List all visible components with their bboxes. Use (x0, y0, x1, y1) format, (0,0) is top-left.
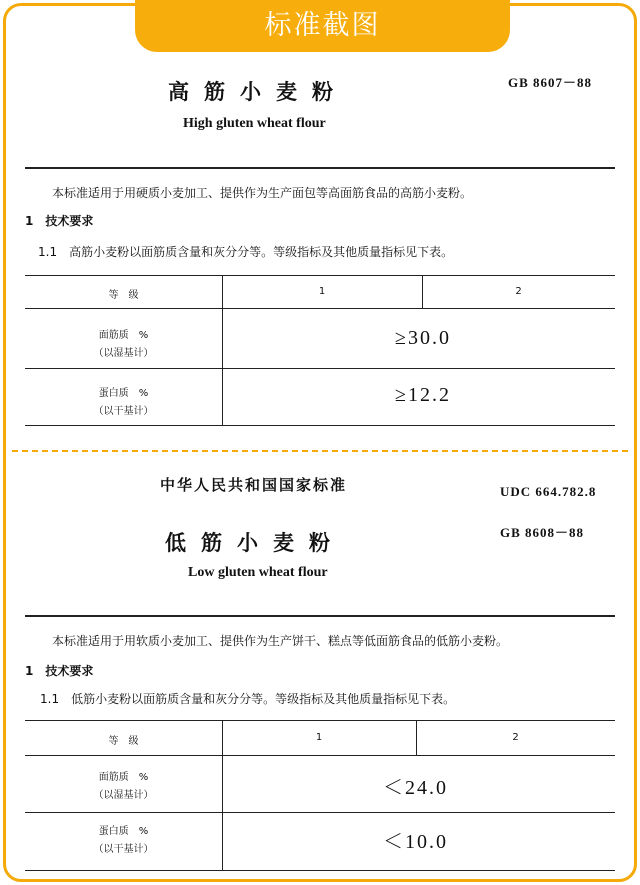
row-value: ＜24.0 (383, 777, 448, 799)
doc2-code: GB 8608－88 (500, 525, 585, 540)
banner: 标准截图 (135, 0, 510, 52)
row-label: 蛋白质 % (98, 388, 149, 399)
doc2-udc: UDC 664.782.8 (500, 484, 597, 499)
page-frame (3, 3, 637, 882)
row-label: 蛋白质 % (98, 826, 149, 837)
doc1-section: 1 技术要求 (25, 214, 94, 228)
divider (25, 167, 615, 169)
table-header-1: 1 (315, 732, 323, 743)
doc2-subtitle: Low gluten wheat flour (188, 565, 328, 580)
row-note: （以干基计） (93, 844, 154, 855)
row-value: ≥12.2 (395, 384, 451, 406)
doc2-clause: 1.1 低筋小麦粉以面筋质含量和灰分分等。等级指标及其他质量指标见下表。 (40, 692, 456, 706)
row-note: （以湿基计） (93, 790, 154, 801)
doc2-title: 低筋小麦粉 (165, 531, 345, 555)
table-header-1: 1 (318, 286, 326, 297)
doc1-intro: 本标准适用于用硬质小麦加工、提供作为生产面包等高面筋食品的高筋小麦粉。 (52, 186, 473, 200)
row-note: （以湿基计） (93, 348, 154, 359)
row-value: ≥30.0 (395, 327, 451, 349)
row-label: 面筋质 % (98, 772, 149, 783)
doc2-national: 中华人民共和国国家标准 (160, 476, 348, 494)
divider (25, 615, 615, 617)
table-header-grade: 等 级 (108, 290, 139, 301)
doc1-title: 高筋小麦粉 (168, 80, 348, 104)
section-separator (12, 450, 628, 452)
doc1-subtitle: High gluten wheat flour (183, 116, 326, 131)
row-value: ＜10.0 (383, 831, 448, 853)
doc2-section: 1 技术要求 (25, 664, 94, 678)
doc2-intro: 本标准适用于用软质小麦加工、提供作为生产饼干、糕点等低面筋食品的低筋小麦粉。 (52, 634, 509, 648)
table-header-2: 2 (512, 732, 519, 743)
table-header-2: 2 (515, 286, 522, 297)
table-header-grade: 等 级 (108, 736, 139, 747)
row-label: 面筋质 % (98, 330, 149, 341)
row-note: （以干基计） (93, 406, 154, 417)
doc1-code: GB 8607－88 (508, 75, 593, 90)
doc1-clause: 1.1 高筋小麦粉以面筋质含量和灰分分等。等级指标及其他质量指标见下表。 (38, 245, 454, 259)
